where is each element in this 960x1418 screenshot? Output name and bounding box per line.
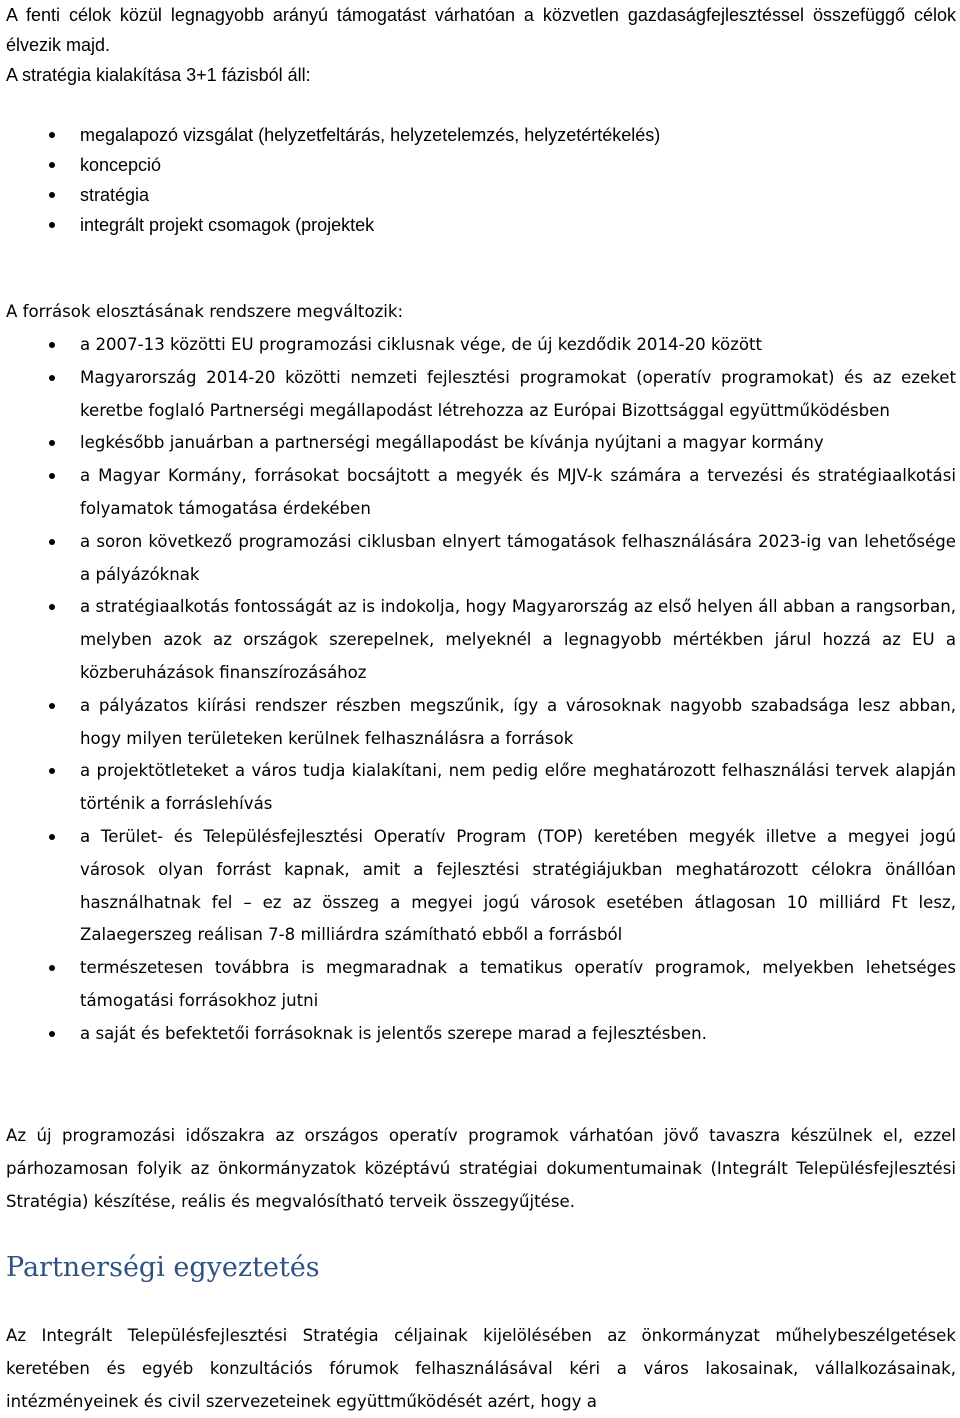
list-item: a saját és befektetői forrásoknak is jelentős szerepe marad a fejlesztésben.: [6, 1018, 956, 1051]
list-item: stratégia: [6, 180, 660, 210]
phases-list: [6, 120, 660, 240]
intro-block: [6, 0, 956, 90]
list-item: a 2007-13 közötti EU programozási ciklusnak vége, de új kezdődik 2014-20 között: [6, 329, 956, 362]
list-item: természetesen továbbra is megmaradnak a tematikus operatív programok, melyekben lehetséges támogatási forrásokhoz jutni: [6, 952, 956, 1018]
section-heading: Partnerségi egyeztetés: [6, 1252, 320, 1283]
programming-paragraph: Az új programozási időszakra az országos operatív programok várhatóan jövő tavaszra készülnek el, ezzel párhozamosan folyik az önkormányzatok középtávú stratégiai dokumentumainak (Integrált Településfejlesztési Stratégia) készítése, reális és megvalósítható terveik összegyűjtése.: [6, 1126, 956, 1211]
list-item: a pályázatos kiírási rendszer részben megszűnik, így a városoknak nagyobb szabadsága lesz abban, hogy milyen területeken kerülnek felhasználásra a források: [6, 690, 956, 756]
resources-list: [6, 329, 956, 1051]
list-item: integrált projekt csomagok (projektek: [6, 210, 660, 240]
list-item: megalapozó vizsgálat (helyzetfeltárás, helyzetelemzés, helyzetértékelés): [6, 120, 660, 150]
list-item: koncepció: [6, 150, 660, 180]
list-item: legkésőbb januárban a partnerségi megállapodást be kívánja nyújtani a magyar kormány: [6, 427, 956, 460]
list-item: a Magyar Kormány, forrásokat bocsájtott a megyék és MJV-k számára a tervezési és stratégiaalkotási folyamatok támogatása érdekében: [6, 460, 956, 526]
section-paragraph: Az Integrált Településfejlesztési Stratégia céljainak kijelölésében az önkormányzat műhelybeszélgetések keretében és egyéb konzultációs fórumok felhasználásával kéri a város lakosainak, vállalkozásainak, intézményeinek és civil szervezeteinek együttműködését azért, hogy a: [6, 1326, 956, 1411]
list-item: a Terület- és Településfejlesztési Operatív Program (TOP) keretében megyék illetve a megyei jogú városok olyan forrást kapnak, amit a fejlesztési stratégiájukban meghatározott célokra önállóan használhatnak fel – ez az összeg a megyei jogú városok esetében átlagosan 10 milliárd Ft lesz, Zalaegerszeg reálisan 7-8 milliárdra számítható ebből a forrásból: [6, 821, 956, 952]
list-item: a soron következő programozási ciklusban elnyert támogatások felhasználására 2023-ig van lehetősége a pályázóknak: [6, 526, 956, 592]
list-item: Magyarország 2014-20 közötti nemzeti fejlesztési programokat (operatív programokat) és az ezeket keretbe foglaló Partnerségi megállapodást létrehozza az Európai Bizottsággal együttműködésben: [6, 362, 956, 428]
phases-intro: A stratégia kialakítása 3+1 fázisból áll:: [6, 65, 311, 85]
list-item: a projektötleteket a város tudja kialakítani, nem pedig előre meghatározott felhasználási tervek alapján történik a forráslehívás: [6, 755, 956, 821]
list-item: a stratégiaalkotás fontosságát az is indokolja, hogy Magyarország az első helyen áll abban a rangsorban, melyben azok az országok szerepelnek, melyeknél a legnagyobb mértékben járul hozzá az EU a közberuházások finanszírozásához: [6, 591, 956, 689]
resources-intro: A források elosztásának rendszere megváltozik:: [6, 302, 404, 321]
intro-paragraph: A fenti célok közül legnagyobb arányú támogatást várhatóan a közvetlen gazdaságfejlesztéssel összefüggő célok élvezik majd.: [6, 5, 956, 55]
